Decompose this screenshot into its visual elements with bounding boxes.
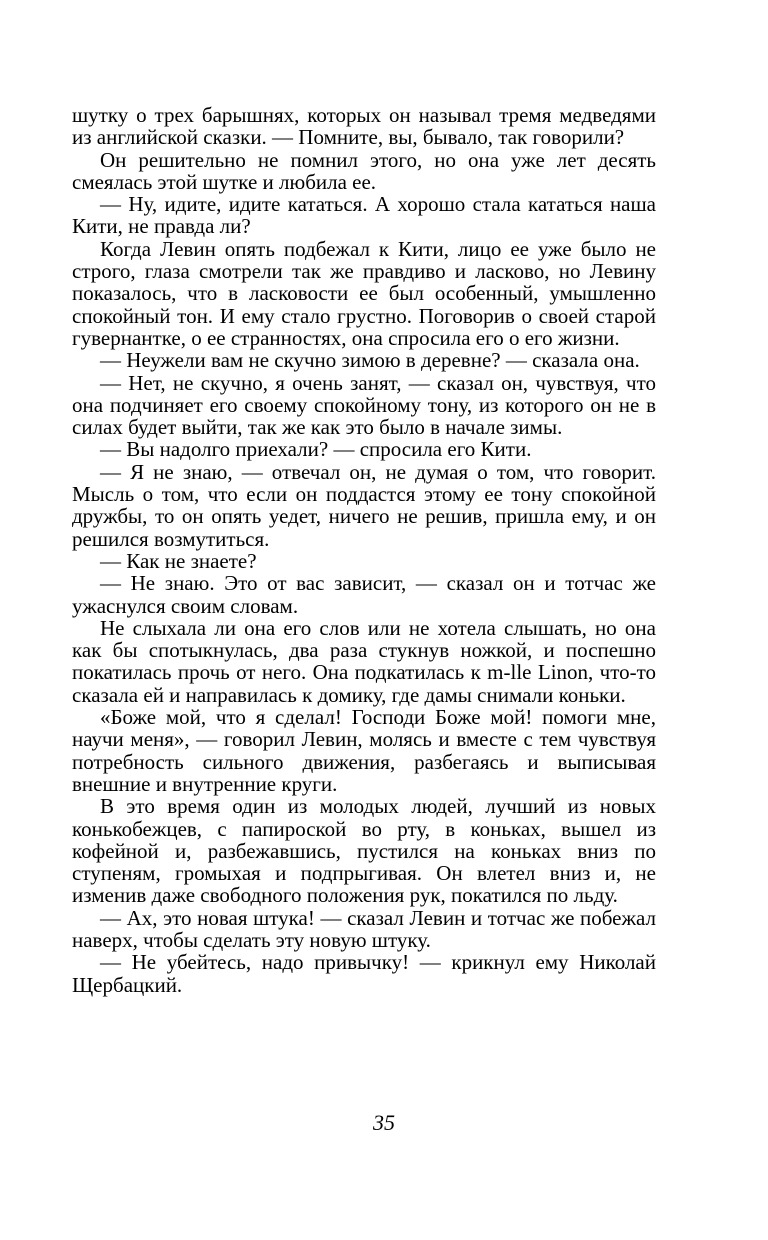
paragraph-13: В это время один из молодых людей, лучший из новых конькобежцев, с папироской во рту, в коньках, вышел из кофейной и, разбежавшись, пустился на коньках вниз по ступеням, громыхая и подпрыгивая. Он влетел вниз и, не изменив даже свободного положения рук, покатился по льду. — [72, 794, 656, 908]
paragraph-2: Он решительно не помнил этого, но она уже лет десять смеялась этой шутке и любила ее. — [72, 147, 656, 194]
paragraph-1: шутку о трех барышнях, которых он называл тремя медведями из английской сказки. — Помните, вы, бывало, так говорили? — [72, 103, 656, 150]
paragraph-14: — Ах, это новая штука! — сказал Левин и тотчас же побежал наверх, чтобы сделать эту новую штуку. — [72, 905, 656, 952]
body-text — [72, 104, 656, 996]
page-number: 35 — [373, 1110, 395, 1135]
paragraph-7: — Вы надолго приехали? — спросила его Кити. — [100, 437, 532, 462]
paragraph-15: — Не убейтесь, надо привычку! — крикнул ему Николай Щербацкий. — [72, 950, 656, 997]
paragraph-4: Когда Левин опять подбежал к Кити, лицо ее уже было не строго, глаза смотрели так же правдиво и ласково, но Левину показалось, что в ласковости ее был особенный, умышленно спокойный тон. И ему стало грустно. Поговорив о своей старой гувернантке, о ее странностях, она спросила его о его жизни. — [72, 236, 656, 350]
paragraph-8: — Я не знаю, — отвечал он, не думая о том, что говорит. Мысль о том, что если он поддастся этому ее тону спокойной дружбы, то он опять уедет, ничего не решив, пришла ему, и он решился возмутиться. — [72, 459, 656, 551]
paragraph-11: Не слыхала ли она его слов или не хотела слышать, но она как бы спотыкнулась, два раза стукнув ножкой, и поспешно покатилась прочь от него. Она подкатилась к m-lle Linon, что-то сказала ей и направилась к домику, где дамы снимали коньки. — [72, 615, 656, 707]
paragraph-5: — Неужели вам не скучно зимою в деревне? — сказала она. — [100, 348, 640, 373]
paragraph-9: — Как не знаете? — [100, 548, 257, 573]
paragraph-6: — Нет, не скучно, я очень занят, — сказал он, чувствуя, что она подчиняет его своему спокойному тону, из которого он не в силах будет выйти, так же как это было в начале зимы. — [72, 370, 656, 440]
paragraph-12: «Боже мой, что я сделал! Господи Боже мой! помоги мне, научи меня», — говорил Левин, молясь и вместе с тем чувствуя потребность сильного движения, разбегаясь и выписывая внешние и внутренние круги. — [72, 705, 656, 796]
paragraph-3: — Ну, идите, идите кататься. А хорошо стала кататься наша Кити, не правда ли? — [72, 192, 656, 239]
paragraph-10: — Не знаю. Это от вас зависит, — сказал он и тотчас же ужаснулся своим словам. — [72, 571, 656, 618]
